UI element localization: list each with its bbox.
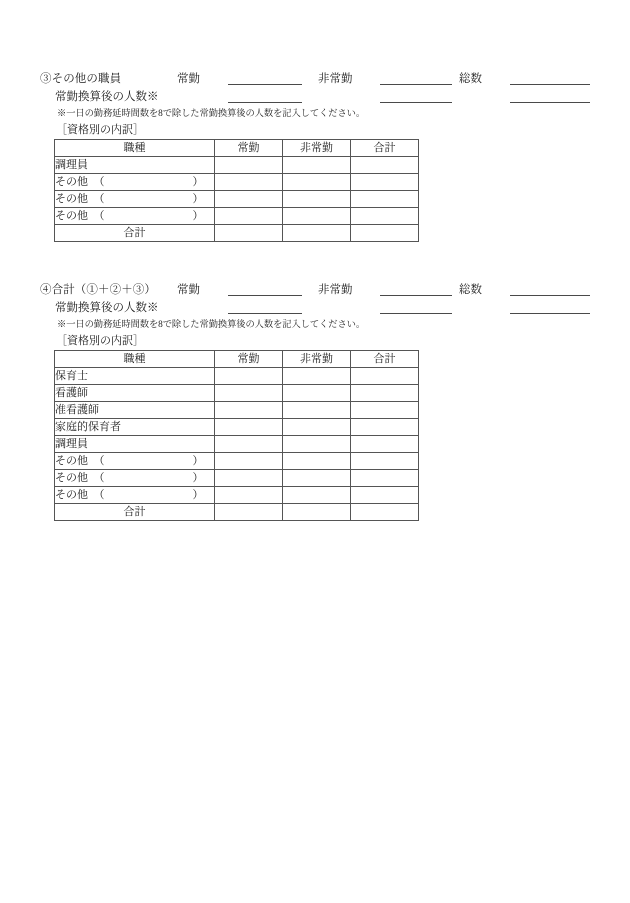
fte-subheading: 常勤換算後の人数※: [55, 91, 159, 103]
cell-job[interactable]: その他 （ ）: [55, 208, 215, 225]
section-heading: ④合計（①＋②＋③）: [40, 284, 156, 296]
fte-subheading: 常勤換算後の人数※: [55, 302, 159, 314]
cell-sum-fulltime[interactable]: [215, 225, 283, 242]
fte-grandtotal-input[interactable]: [510, 102, 590, 103]
cell-total[interactable]: [351, 191, 419, 208]
section-grand-total: [0, 281, 630, 521]
fte-grandtotal-input[interactable]: [510, 313, 590, 314]
table-row: [55, 368, 419, 385]
table-row: [55, 453, 419, 470]
cell-fulltime[interactable]: [215, 385, 283, 402]
cell-sum-parttime[interactable]: [283, 504, 351, 521]
cell-parttime[interactable]: [283, 368, 351, 385]
cell-parttime[interactable]: [283, 487, 351, 504]
parttime-input[interactable]: [380, 84, 452, 85]
col-header-job: 職種: [55, 351, 215, 368]
table-header-row: [55, 140, 419, 157]
table-body: [55, 368, 419, 521]
cell-sum-fulltime[interactable]: [215, 504, 283, 521]
cell-sum-parttime[interactable]: [283, 225, 351, 242]
cell-parttime[interactable]: [283, 402, 351, 419]
section-heading-row: [0, 281, 630, 299]
cell-total[interactable]: [351, 419, 419, 436]
grandtotal-input[interactable]: [510, 295, 590, 296]
table-row: [55, 157, 419, 174]
cell-job[interactable]: その他 （ ）: [55, 470, 215, 487]
section-heading-row: [0, 70, 630, 88]
cell-fulltime[interactable]: [215, 453, 283, 470]
col-header-job: 職種: [55, 140, 215, 157]
table-row: [55, 419, 419, 436]
fte-note: ※一日の勤務延時間数を8で除した常勤換算後の人数を記入してください。: [57, 320, 366, 330]
cell-fulltime[interactable]: [215, 419, 283, 436]
col-header-total: 合計: [351, 140, 419, 157]
fulltime-label: 常勤: [177, 73, 200, 85]
parttime-label: 非常勤: [318, 73, 353, 85]
table-row: [55, 191, 419, 208]
col-header-parttime: 非常勤: [283, 140, 351, 157]
breakdown-label: ［資格別の内訳］: [56, 124, 144, 136]
table-sum-row: [55, 225, 419, 242]
fulltime-label: 常勤: [177, 284, 200, 296]
cell-job: 調理員: [55, 157, 215, 174]
cell-job: 看護師: [55, 385, 215, 402]
cell-sum-total[interactable]: [351, 504, 419, 521]
cell-parttime[interactable]: [283, 191, 351, 208]
breakdown-label-row: [0, 122, 630, 139]
fte-parttime-input[interactable]: [380, 102, 452, 103]
cell-sum-total[interactable]: [351, 225, 419, 242]
cell-fulltime[interactable]: [215, 470, 283, 487]
cell-sum-label: 合計: [55, 225, 215, 242]
cell-fulltime[interactable]: [215, 436, 283, 453]
fte-fulltime-input[interactable]: [228, 313, 302, 314]
cell-job[interactable]: その他 （ ）: [55, 191, 215, 208]
cell-sum-label: 合計: [55, 504, 215, 521]
cell-fulltime[interactable]: [215, 174, 283, 191]
cell-job[interactable]: その他 （ ）: [55, 453, 215, 470]
fulltime-input[interactable]: [228, 84, 302, 85]
cell-total[interactable]: [351, 368, 419, 385]
fte-subheading-row: [0, 88, 630, 106]
section-heading: ③その他の職員: [40, 73, 122, 85]
cell-parttime[interactable]: [283, 157, 351, 174]
fte-fulltime-input[interactable]: [228, 102, 302, 103]
table-body: [55, 157, 419, 242]
note-row: [0, 317, 630, 333]
cell-parttime[interactable]: [283, 174, 351, 191]
parttime-label: 非常勤: [318, 284, 353, 296]
table-header-row: [55, 351, 419, 368]
cell-job: 准看護師: [55, 402, 215, 419]
cell-fulltime[interactable]: [215, 487, 283, 504]
fulltime-input[interactable]: [228, 295, 302, 296]
table-row: [55, 385, 419, 402]
table-row: [55, 174, 419, 191]
grandtotal-label: 総数: [459, 73, 482, 85]
cell-parttime[interactable]: [283, 436, 351, 453]
breakdown-table-wrapper: [0, 139, 630, 242]
cell-job: 家庭的保育者: [55, 419, 215, 436]
table-sum-row: [55, 504, 419, 521]
cell-total[interactable]: [351, 436, 419, 453]
cell-fulltime[interactable]: [215, 157, 283, 174]
breakdown-label-row: [0, 333, 630, 350]
cell-parttime[interactable]: [283, 470, 351, 487]
col-header-total: 合計: [351, 351, 419, 368]
cell-total[interactable]: [351, 174, 419, 191]
cell-fulltime[interactable]: [215, 402, 283, 419]
cell-job: 保育士: [55, 368, 215, 385]
col-header-fulltime: 常勤: [215, 140, 283, 157]
fte-subheading-row: [0, 299, 630, 317]
grandtotal-input[interactable]: [510, 84, 590, 85]
fte-note: ※一日の勤務延時間数を8で除した常勤換算後の人数を記入してください。: [57, 109, 366, 119]
cell-fulltime[interactable]: [215, 208, 283, 225]
cell-parttime[interactable]: [283, 385, 351, 402]
cell-total[interactable]: [351, 453, 419, 470]
cell-total[interactable]: [351, 470, 419, 487]
cell-job[interactable]: その他 （ ）: [55, 487, 215, 504]
breakdown-label: ［資格別の内訳］: [56, 335, 144, 347]
fte-parttime-input[interactable]: [380, 313, 452, 314]
cell-parttime[interactable]: [283, 453, 351, 470]
cell-total[interactable]: [351, 402, 419, 419]
breakdown-table: [54, 350, 419, 521]
cell-total[interactable]: [351, 487, 419, 504]
cell-total[interactable]: [351, 208, 419, 225]
table-row: [55, 436, 419, 453]
table-row: [55, 487, 419, 504]
table-row: [55, 208, 419, 225]
cell-total[interactable]: [351, 385, 419, 402]
note-row: [0, 106, 630, 122]
cell-parttime[interactable]: [283, 419, 351, 436]
grandtotal-label: 総数: [459, 284, 482, 296]
parttime-input[interactable]: [380, 295, 452, 296]
cell-parttime[interactable]: [283, 208, 351, 225]
table-row: [55, 470, 419, 487]
cell-job: 調理員: [55, 436, 215, 453]
cell-total[interactable]: [351, 157, 419, 174]
col-header-parttime: 非常勤: [283, 351, 351, 368]
table-row: [55, 402, 419, 419]
breakdown-table: [54, 139, 419, 242]
cell-fulltime[interactable]: [215, 368, 283, 385]
section-other-staff: [0, 70, 630, 242]
col-header-fulltime: 常勤: [215, 351, 283, 368]
cell-fulltime[interactable]: [215, 191, 283, 208]
breakdown-table-wrapper: [0, 350, 630, 521]
cell-job[interactable]: その他 （ ）: [55, 174, 215, 191]
